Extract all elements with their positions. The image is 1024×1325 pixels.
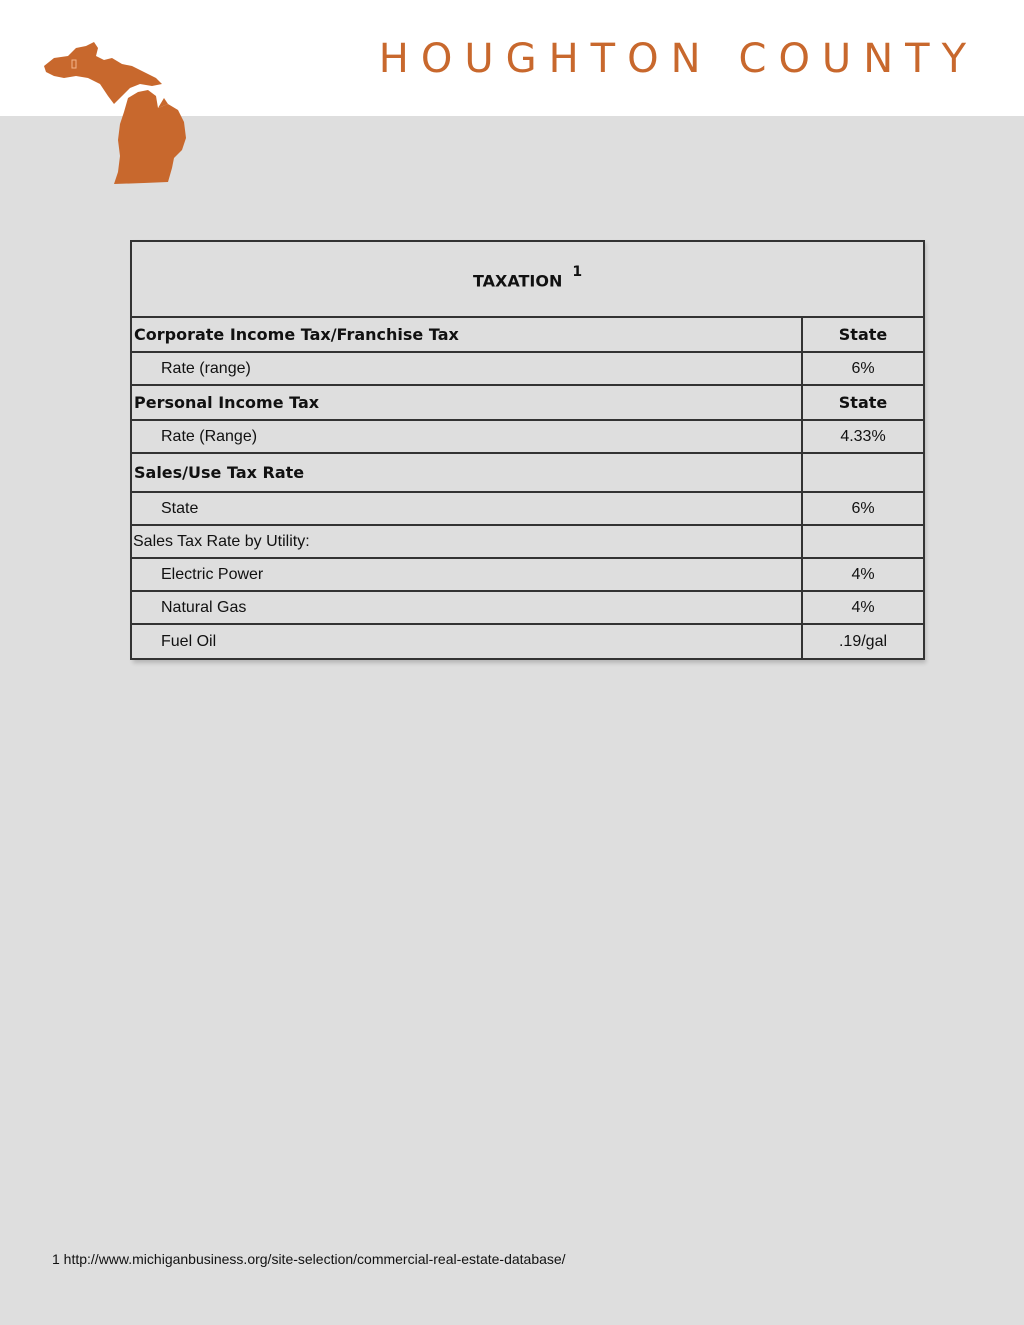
taxation-table-container	[130, 240, 923, 660]
utility-heading-row	[131, 525, 924, 558]
row-label: Rate (range)	[131, 352, 802, 385]
table-row	[131, 420, 924, 453]
table-title-text: TAXATION	[472, 271, 563, 291]
table-title	[131, 241, 924, 317]
section-heading-row	[131, 317, 924, 352]
row-value: 4%	[802, 558, 924, 591]
utility-heading-value	[802, 525, 924, 558]
michigan-map-icon	[40, 38, 195, 188]
section-heading-row	[131, 453, 924, 492]
taxation-table	[130, 240, 925, 660]
section-heading: Corporate Income Tax/Franchise Tax	[131, 317, 802, 352]
county-title-word-1: HOUGHTON	[378, 36, 713, 82]
table-row	[131, 591, 924, 624]
row-value: 4%	[802, 591, 924, 624]
table-row	[131, 558, 924, 591]
utility-heading: Sales Tax Rate by Utility:	[131, 525, 802, 558]
section-heading: Sales/Use Tax Rate	[131, 453, 802, 492]
table-row	[131, 492, 924, 525]
section-heading-value: State	[802, 317, 924, 352]
row-label: Rate (Range)	[131, 420, 802, 453]
row-value: 6%	[802, 352, 924, 385]
section-heading-row	[131, 385, 924, 420]
row-label: State	[131, 492, 802, 525]
row-label: Electric Power	[131, 558, 802, 591]
row-label: Fuel Oil	[131, 624, 802, 659]
footnote: 1 http://www.michiganbusiness.org/site-selection/commercial-real-estate-database/	[52, 1251, 566, 1267]
table-row	[131, 624, 924, 659]
section-heading-value: State	[802, 385, 924, 420]
table-row	[131, 352, 924, 385]
row-value: 4.33%	[802, 420, 924, 453]
section-heading: Personal Income Tax	[131, 385, 802, 420]
title-footnote-mark: 1	[572, 263, 583, 280]
row-value: 6%	[802, 492, 924, 525]
row-label: Natural Gas	[131, 591, 802, 624]
county-title-word-2: COUNTY	[738, 36, 978, 82]
row-value: .19/gal	[802, 624, 924, 659]
section-heading-value	[802, 453, 924, 492]
county-title	[379, 36, 978, 82]
